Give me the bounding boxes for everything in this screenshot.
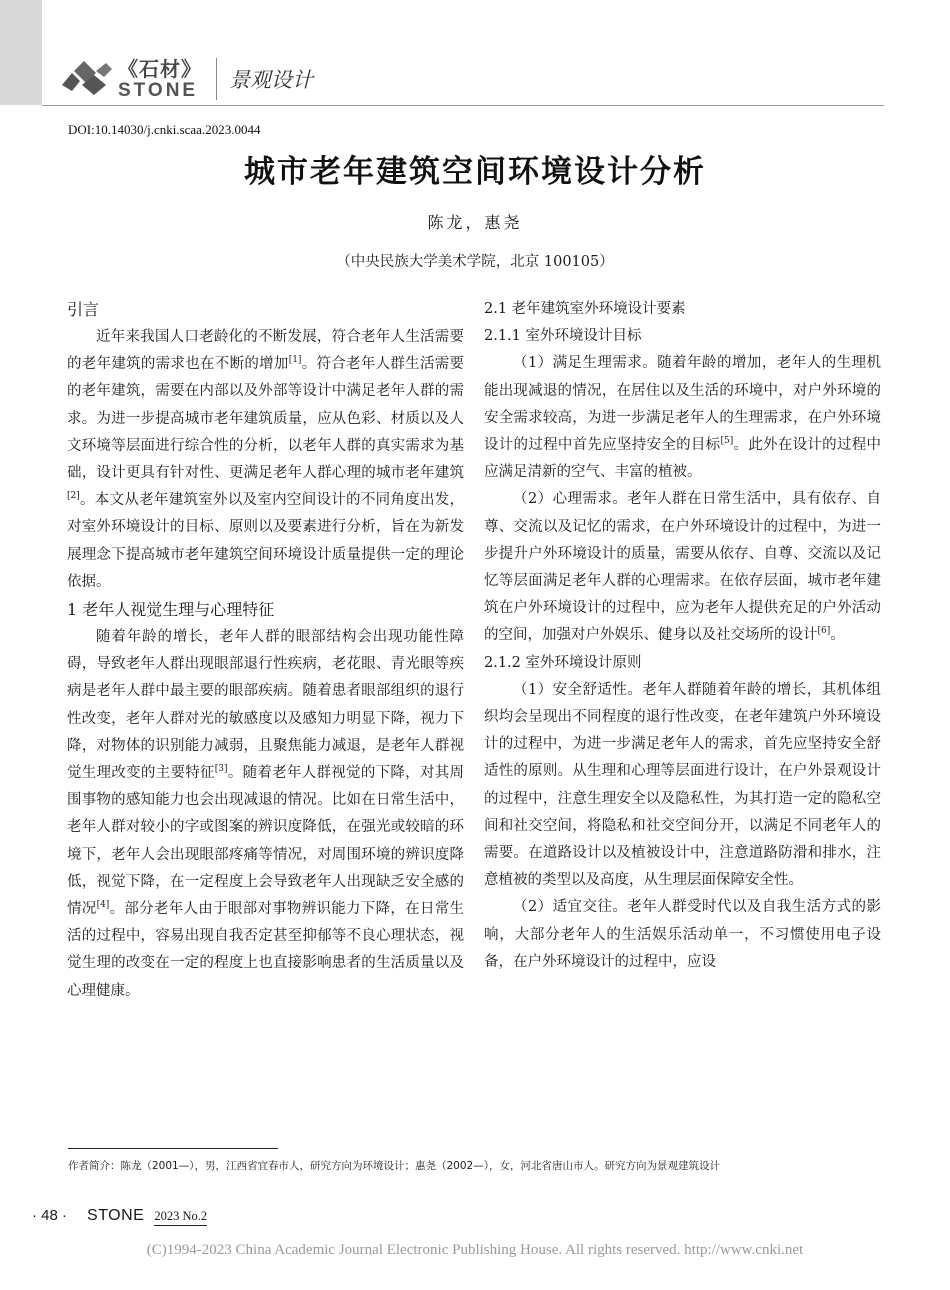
header-rule [42,105,884,106]
left-column [67,296,464,1005]
copyright-watermark: (C)1994-2023 China Academic Journal Electronic Publishing House. All rights reserved. http://www.cnki.net [146,1242,804,1258]
footer-issue: 2023 No.2 [154,1209,207,1226]
citation: [3] [214,764,228,775]
citation: [2] [67,491,80,502]
intro-heading: 引言 [67,300,100,319]
journal-name-en: STONE [118,79,199,101]
intro-paragraph: 近年来我国人口老龄化的不断发展，符合老年人生活需要的老年建筑的需求也在不断的增加[1]。符合老年人群生活需要的老年建筑，需要在内部以及外部等设计中满足老年人群的需求。为进一步提高城市老年建筑质量，应从色彩、材质以及人文环境等层面进行综合性的分析，以老年人群的真实需求为基础，设计更具有针对性、更满足老年人群心理的城市老年建筑[2]。本文从老年建筑室外以及室内空间设计的不同角度出发，对室外环境设计的目标、原则以及要素进行分析，旨在为新发展理念下提高城市老年建筑空间环境设计质量提供一定的理论依据。 [67,329,465,590]
author-footnote: 作者简介：陈龙（2001—），男，江西省宜春市人，研究方向为环境设计；惠尧（2002—），女，河北省唐山市人。研究方向为景观建筑设计 [68,1160,720,1172]
citation: [5] [720,436,734,447]
journal-name-cn: 《石材》 [118,56,202,81]
top-gray-strip [0,0,42,105]
section-1-heading: 1 老年人视觉生理与心理特征 [67,600,275,620]
right-column [484,296,881,976]
section-name: 景观设计 [229,68,313,92]
section-1-paragraph: 随着年龄的增长，老年人群的眼部结构会出现功能性障碍，导致老年人群出现眼部退行性疾病，老花眼、青光眼等疾病是老年人群中最主要的眼部疾病。随着患者眼部组织的退行性改变，老年人群对光的敏感度以及感知力明显下降，视力下降，对物体的识别能力减弱，且聚焦能力减退，是老年人群视觉生理改变的主要特征[3]。随着老年人群视觉的下降，对其周围事物的感知能力也会出现减退的情况。比如在日常生活中，老年人群对较小的字或图案的辨识度降低，在强光或较暗的环境下，老年人会出现眼部疼痛等情况，对周围环境的辨识度降低，视觉下降，在一定程度上会导致老年人出现缺乏安全感的情况[4]。部分老年人由于眼部对事物辨识能力下降，在日常生活的过程中，容易出现自我否定甚至抑郁等不良心理状态，视觉生理的改变在一定的程度上也直接影响患者的生活质量以及心理健康。 [67,629,465,999]
section-2-1-1-heading: 2.1.1 室外环境设计目标 [484,328,642,345]
citation: [1] [288,355,302,366]
logo-text [118,56,202,101]
section-2-1-heading: 2.1 老年建筑室外环境设计要素 [484,301,686,317]
social-interaction-paragraph: （2）适宜交往。老年人群受时代以及自我生活方式的影响，大部分老年人的生活娱乐活动单一，不习惯使用电子设备，在户外环境设计的过程中，应设 [484,899,881,970]
journal-header [62,55,313,103]
physiological-needs-paragraph: （1）满足生理需求。随着年龄的增加，老年人的生理机能出现减退的情况，在居住以及生活的环境中，对户外环境的安全需求较高，为进一步满足老年人的生理需求，在户外环境设计的过程中首先应坚持安全的目标[5]。此外在设计的过程中应满足清新的空气、丰富的植被。 [484,355,882,481]
footer-journal: STONE [87,1207,145,1224]
section-2-1-2-heading: 2.1.2 室外环境设计原则 [484,654,642,671]
header-divider [216,58,217,100]
page-number: · 48 · [32,1207,68,1224]
citation: [6] [817,626,831,637]
stone-logo-icon [62,59,112,99]
authors: 陈龙，惠尧 [427,213,523,232]
doi: DOI:10.14030/j.cnki.scaa.2023.0044 [68,122,261,137]
citation: [4] [96,900,110,911]
paper-title: 城市老年建筑空间环境设计分析 [244,154,706,190]
psychological-needs-paragraph: （2）心理需求。老年人群在日常生活中，具有依存、自尊、交流以及记忆的需求，在户外环境设计的过程中，为进一步提升户外环境设计的质量，需要从依存、自尊、交流以及记忆等层面满足老年人群的心理需求。在依存层面，城市老年建筑在户外环境设计的过程中，应为老年人提供充足的户外活动的空间，加强对户外娱乐、健身以及社交场所的设计[6]。 [484,491,881,644]
footnote-rule [68,1148,278,1149]
safety-comfort-paragraph: （1）安全舒适性。老年人群随着年龄的增长，其机体组织均会呈现出不同程度的退行性改变，在老年建筑户外环境设计的过程中，为进一步满足老年人的需求，首先应坚持安全舒适性的原则。从生理和心理等层面进行设计，在户外景观设计的过程中，注意生理安全以及隐私性，为其打造一定的隐私空间和社交空间，将隐私和社交空间分开，以满足不同老年人的需要。在道路设计以及植被设计中，注意道路防滑和排水，注意植被的类型以及高度，从生理层面保障安全性。 [484,681,881,889]
affiliation: （中央民族大学美术学院，北京 100105） [336,254,614,270]
page-footer [32,1207,207,1226]
